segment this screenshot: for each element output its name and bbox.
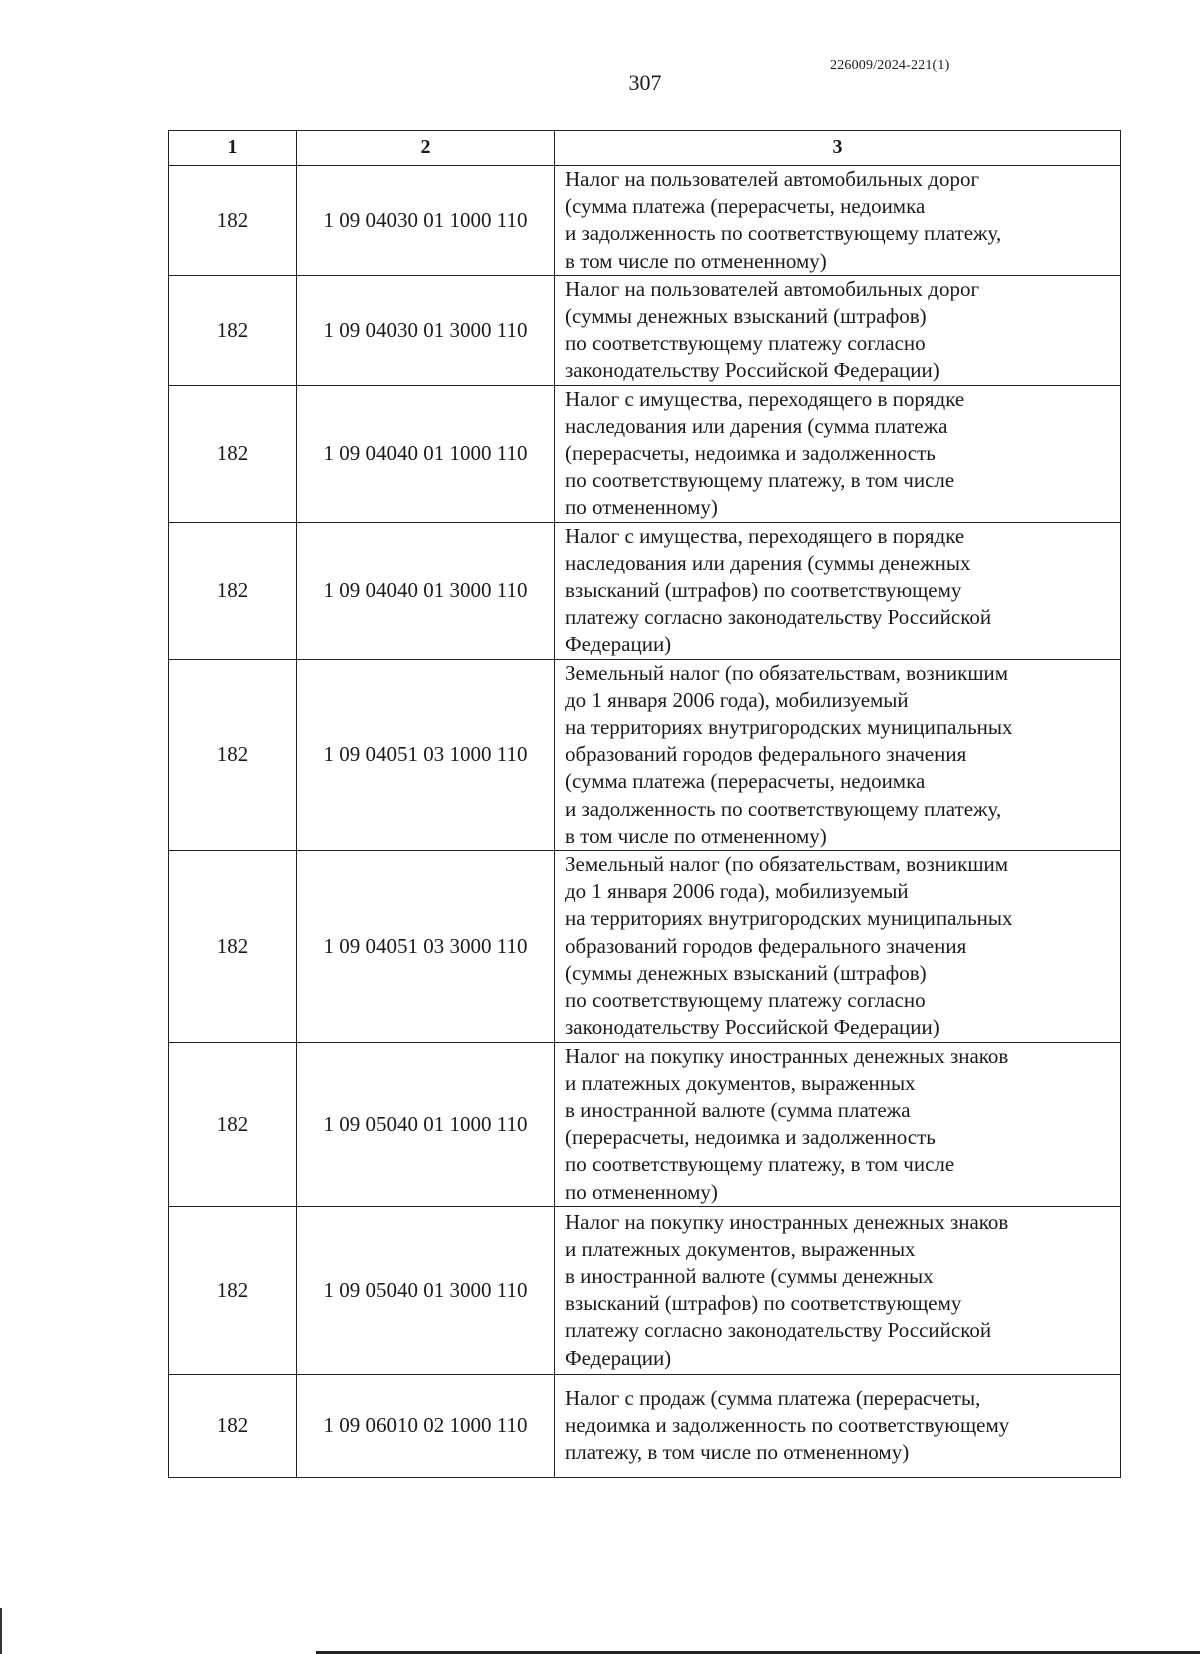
description-line: (перерасчеты, недоимка и задолженность xyxy=(565,441,936,466)
revenue-description-cell xyxy=(555,385,1121,522)
description-line: и задолженность по соответствующему платежу, xyxy=(565,221,1002,246)
column-header-3: 3 xyxy=(555,131,1121,166)
table-row xyxy=(169,851,1121,1042)
budget-code-cell: 1 09 04051 03 1000 110 xyxy=(297,659,555,850)
table-row xyxy=(169,385,1121,522)
revenue-description-cell xyxy=(555,1374,1121,1477)
description-line: законодательству Российской Федерации) xyxy=(565,358,940,383)
revenue-description-cell xyxy=(555,166,1121,276)
description-line: и платежных документов, выраженных xyxy=(565,1236,916,1261)
payer-code-cell: 182 xyxy=(169,659,297,850)
document-registration-number: 226009/2024-221(1) xyxy=(830,58,950,73)
description-line: Налог на покупку иностранных денежных знаков xyxy=(565,1043,1009,1068)
description-line: платежу, в том числе по отмененному) xyxy=(565,1440,910,1465)
payer-code-cell: 182 xyxy=(169,1042,297,1206)
description-line: в иностранной валюте (сумма платежа xyxy=(565,1097,911,1122)
payer-code-cell: 182 xyxy=(169,522,297,659)
table-row xyxy=(169,1374,1121,1477)
description-line: в иностранной валюте (суммы денежных xyxy=(565,1264,934,1289)
budget-classification-table xyxy=(168,130,1121,1478)
table-row xyxy=(169,522,1121,659)
payer-code-cell: 182 xyxy=(169,851,297,1042)
table-row xyxy=(169,1042,1121,1206)
table-header xyxy=(169,131,1121,166)
revenue-description-cell xyxy=(555,522,1121,659)
description-line: Налог с имущества, переходящего в порядке xyxy=(565,523,965,548)
payer-code-cell: 182 xyxy=(169,385,297,522)
table-body xyxy=(169,166,1121,1478)
budget-code-cell: 1 09 04040 01 1000 110 xyxy=(297,385,555,522)
description-line: по соответствующему платежу согласно xyxy=(565,331,926,356)
description-line: Федерации) xyxy=(565,1345,672,1370)
revenue-description-cell xyxy=(555,275,1121,385)
payer-code-cell: 182 xyxy=(169,1206,297,1374)
description-line: Налог с продаж (сумма платежа (перерасчеты, xyxy=(565,1385,981,1410)
budget-code-cell: 1 09 04030 01 1000 110 xyxy=(297,166,555,276)
description-line: до 1 января 2006 года), мобилизуемый xyxy=(565,879,909,904)
table-row xyxy=(169,659,1121,850)
description-line: (суммы денежных взысканий (штрафов) xyxy=(565,960,927,985)
description-line: по отмененному) xyxy=(565,495,718,520)
description-line: Налог на пользователей автомобильных дорог xyxy=(565,276,980,301)
description-line: на территориях внутригородских муниципальных xyxy=(565,715,1013,740)
column-header-1: 1 xyxy=(169,131,297,166)
description-line: (перерасчеты, недоимка и задолженность xyxy=(565,1125,936,1150)
payer-code-cell: 182 xyxy=(169,166,297,276)
description-line: наследования или дарения (суммы денежных xyxy=(565,550,971,575)
description-line: по соответствующему платежу, в том числе xyxy=(565,1152,955,1177)
description-line: по соответствующему платежу, в том числе xyxy=(565,468,955,493)
budget-code-cell: 1 09 05040 01 3000 110 xyxy=(297,1206,555,1374)
description-line: и задолженность по соответствующему платежу, xyxy=(565,796,1002,821)
description-line: Налог на пользователей автомобильных дорог xyxy=(565,167,980,191)
page-number: 307 xyxy=(628,70,662,95)
table-row xyxy=(169,1206,1121,1374)
description-line: образований городов федерального значения xyxy=(565,933,967,958)
description-line: в том числе по отмененному) xyxy=(565,823,827,848)
budget-code-cell: 1 09 05040 01 1000 110 xyxy=(297,1042,555,1206)
payer-code-cell: 182 xyxy=(169,1374,297,1477)
description-line: Налог на покупку иностранных денежных знаков xyxy=(565,1209,1009,1234)
description-line: (сумма платежа (перерасчеты, недоимка xyxy=(565,769,926,794)
table-row xyxy=(169,166,1121,276)
description-line: Налог с имущества, переходящего в порядке xyxy=(565,386,965,411)
revenue-description-cell xyxy=(555,851,1121,1042)
budget-code-cell: 1 09 04030 01 3000 110 xyxy=(297,275,555,385)
description-line: наследования или дарения (сумма платежа xyxy=(565,413,948,438)
column-header-2: 2 xyxy=(297,131,555,166)
description-line: платежу согласно законодательству Российской xyxy=(565,1318,992,1343)
payer-code-cell: 182 xyxy=(169,275,297,385)
description-line: и платежных документов, выраженных xyxy=(565,1070,916,1095)
left-edge-mark xyxy=(0,1608,2,1654)
description-line: (сумма платежа (перерасчеты, недоимка xyxy=(565,194,926,219)
budget-code-cell: 1 09 04051 03 3000 110 xyxy=(297,851,555,1042)
revenue-description-cell xyxy=(555,1206,1121,1374)
description-line: образований городов федерального значения xyxy=(565,742,967,767)
description-line: Земельный налог (по обязательствам, возникшим xyxy=(565,660,1009,685)
revenue-description-cell xyxy=(555,659,1121,850)
description-line: Федерации) xyxy=(565,632,672,657)
revenue-description-cell xyxy=(555,1042,1121,1206)
description-line: по соответствующему платежу согласно xyxy=(565,988,926,1013)
budget-code-cell: 1 09 06010 02 1000 110 xyxy=(297,1374,555,1477)
description-line: взысканий (штрафов) по соответствующему xyxy=(565,578,962,603)
description-line: взысканий (штрафов) по соответствующему xyxy=(565,1291,962,1316)
description-line: по отмененному) xyxy=(565,1179,718,1204)
table-row xyxy=(169,275,1121,385)
table-header-row xyxy=(169,131,1121,166)
description-line: в том числе по отмененному) xyxy=(565,248,827,273)
description-line: до 1 января 2006 года), мобилизуемый xyxy=(565,687,909,712)
description-line: платежу согласно законодательству Российской xyxy=(565,605,992,630)
description-line: законодательству Российской Федерации) xyxy=(565,1015,940,1040)
description-line: (суммы денежных взысканий (штрафов) xyxy=(565,304,927,329)
description-line: недоимка и задолженность по соответствующему xyxy=(565,1413,1010,1438)
description-line: Земельный налог (по обязательствам, возникшим xyxy=(565,852,1009,877)
description-line: на территориях внутригородских муниципальных xyxy=(565,906,1013,931)
budget-code-cell: 1 09 04040 01 3000 110 xyxy=(297,522,555,659)
